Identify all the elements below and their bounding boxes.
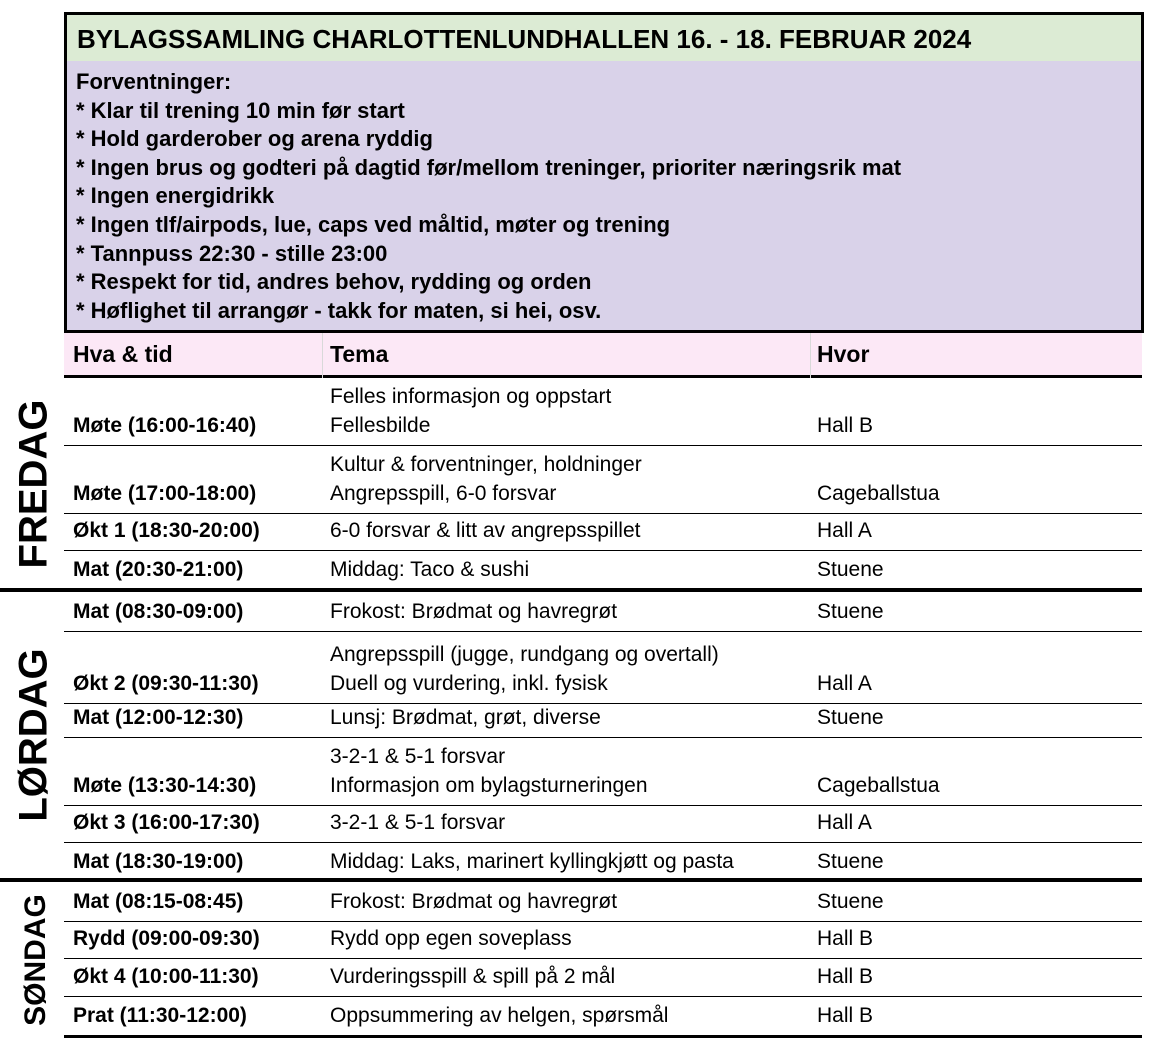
table-header	[64, 333, 1142, 378]
header-topic: Tema	[330, 341, 389, 367]
cell-where: Hall A	[817, 519, 872, 542]
cell-topic: Kultur & forventninger, holdninger Angrepsspill, 6-0 forsvar	[330, 453, 642, 505]
expectation-item: * Tannpuss 22:30 - stille 23:00	[76, 240, 388, 266]
cell-where: Hall B	[817, 1004, 874, 1027]
table-row	[64, 552, 1142, 590]
table-row	[64, 632, 1142, 704]
cell-where: Stuene	[817, 600, 884, 623]
cell-topic: Middag: Taco & sushi	[330, 558, 530, 581]
table-row	[64, 922, 1142, 959]
expectations-heading: Forventninger:	[76, 69, 232, 94]
cell-where: Hall B	[817, 414, 874, 437]
cell-topic: Middag: Laks, marinert kyllingkjøtt og pasta	[330, 850, 734, 873]
cell-what-time: Møte (16:00-16:40)	[73, 414, 257, 437]
table-row	[64, 379, 1142, 446]
cell-what-time: Møte (17:00-18:00)	[73, 482, 257, 505]
cell-topic: 3-2-1 & 5-1 forsvar Informasjon om bylagsturneringen	[330, 745, 648, 797]
expectation-item: * Høflighet til arrangør - takk for maten, si hei, osv.	[76, 297, 602, 323]
cell-what-time: Mat (20:30-21:00)	[73, 558, 244, 581]
cell-topic: Vurderingsspill & spill på 2 mål	[330, 965, 616, 988]
cell-what-time: Økt 3 (16:00-17:30)	[73, 811, 260, 834]
table-row	[64, 738, 1142, 806]
cell-what-time: Rydd (09:00-09:30)	[73, 927, 260, 950]
expectation-item: * Respekt for tid, andres behov, rydding og orden	[76, 269, 592, 295]
cell-what-time: Mat (12:00-12:30)	[73, 706, 244, 729]
table-row	[64, 884, 1142, 922]
day-separator	[0, 588, 1142, 592]
table-row	[64, 514, 1142, 551]
cell-where: Stuene	[817, 890, 884, 913]
cell-where: Stuene	[817, 706, 884, 729]
header-divider	[322, 333, 323, 378]
expectations-box	[64, 61, 1144, 333]
cell-what-time: Mat (08:30-09:00)	[73, 600, 244, 623]
cell-topic: Oppsummering av helgen, spørsmål	[330, 1004, 669, 1027]
cell-where: Hall B	[817, 965, 874, 988]
day-label-lørdag: LØRDAG	[11, 648, 56, 822]
cell-where: Hall B	[817, 927, 874, 950]
day-label-fredag: FREDAG	[11, 399, 56, 569]
cell-topic: 3-2-1 & 5-1 forsvar	[330, 811, 506, 834]
expectation-item: * Hold garderober og arena ryddig	[76, 126, 433, 152]
cell-topic: Felles informasjon og oppstart Fellesbilde	[330, 385, 612, 437]
day-label-søndag: SØNDAG	[19, 894, 52, 1026]
table-row	[64, 704, 1142, 738]
table-row	[64, 446, 1142, 514]
cell-topic: Frokost: Brødmat og havregrøt	[330, 600, 618, 623]
cell-what-time: Møte (13:30-14:30)	[73, 774, 257, 797]
cell-where: Cageballstua	[817, 482, 940, 505]
cell-what-time: Mat (18:30-19:00)	[73, 850, 244, 873]
header-divider	[810, 333, 811, 378]
cell-topic: Angrepsspill (jugge, rundgang og overtall) Duell og vurdering, inkl. fysisk	[330, 643, 719, 695]
cell-where: Stuene	[817, 850, 884, 873]
header-what-time: Hva & tid	[73, 341, 173, 367]
table-row	[64, 806, 1142, 843]
cell-where: Hall A	[817, 811, 872, 834]
cell-what-time: Prat (11:30-12:00)	[73, 1004, 247, 1027]
header-where: Hvor	[817, 341, 870, 367]
expectation-item: * Ingen tlf/airpods, lue, caps ved måltid, møter og trening	[76, 211, 671, 237]
cell-topic: 6-0 forsvar & litt av angrepsspillet	[330, 519, 641, 542]
cell-where: Hall A	[817, 672, 872, 695]
cell-what-time: Mat (08:15-08:45)	[73, 890, 244, 913]
cell-what-time: Økt 2 (09:30-11:30)	[73, 672, 259, 695]
day-separator	[0, 878, 1142, 882]
page-title: BYLAGSSAMLING CHARLOTTENLUNDHALLEN 16. - 18. FEBRUAR 2024	[77, 24, 972, 54]
cell-topic: Frokost: Brødmat og havregrøt	[330, 890, 618, 913]
title-banner	[64, 12, 1144, 64]
cell-topic: Lunsj: Brødmat, grøt, diverse	[330, 706, 601, 729]
expectation-item: * Ingen energidrikk	[76, 183, 275, 209]
table-row	[64, 997, 1142, 1038]
cell-topic: Rydd opp egen soveplass	[330, 927, 572, 950]
cell-where: Cageballstua	[817, 774, 940, 797]
table-row	[64, 843, 1142, 882]
expectation-item: * Ingen brus og godteri på dagtid før/mellom treninger, prioriter næringsrik mat	[76, 154, 902, 180]
table-row	[64, 959, 1142, 997]
table-row	[64, 594, 1142, 632]
cell-where: Stuene	[817, 558, 884, 581]
expectation-item: * Klar til trening 10 min før start	[76, 97, 405, 123]
cell-what-time: Økt 4 (10:00-11:30)	[73, 965, 259, 988]
expectations-list	[76, 68, 901, 325]
cell-what-time: Økt 1 (18:30-20:00)	[73, 519, 260, 542]
